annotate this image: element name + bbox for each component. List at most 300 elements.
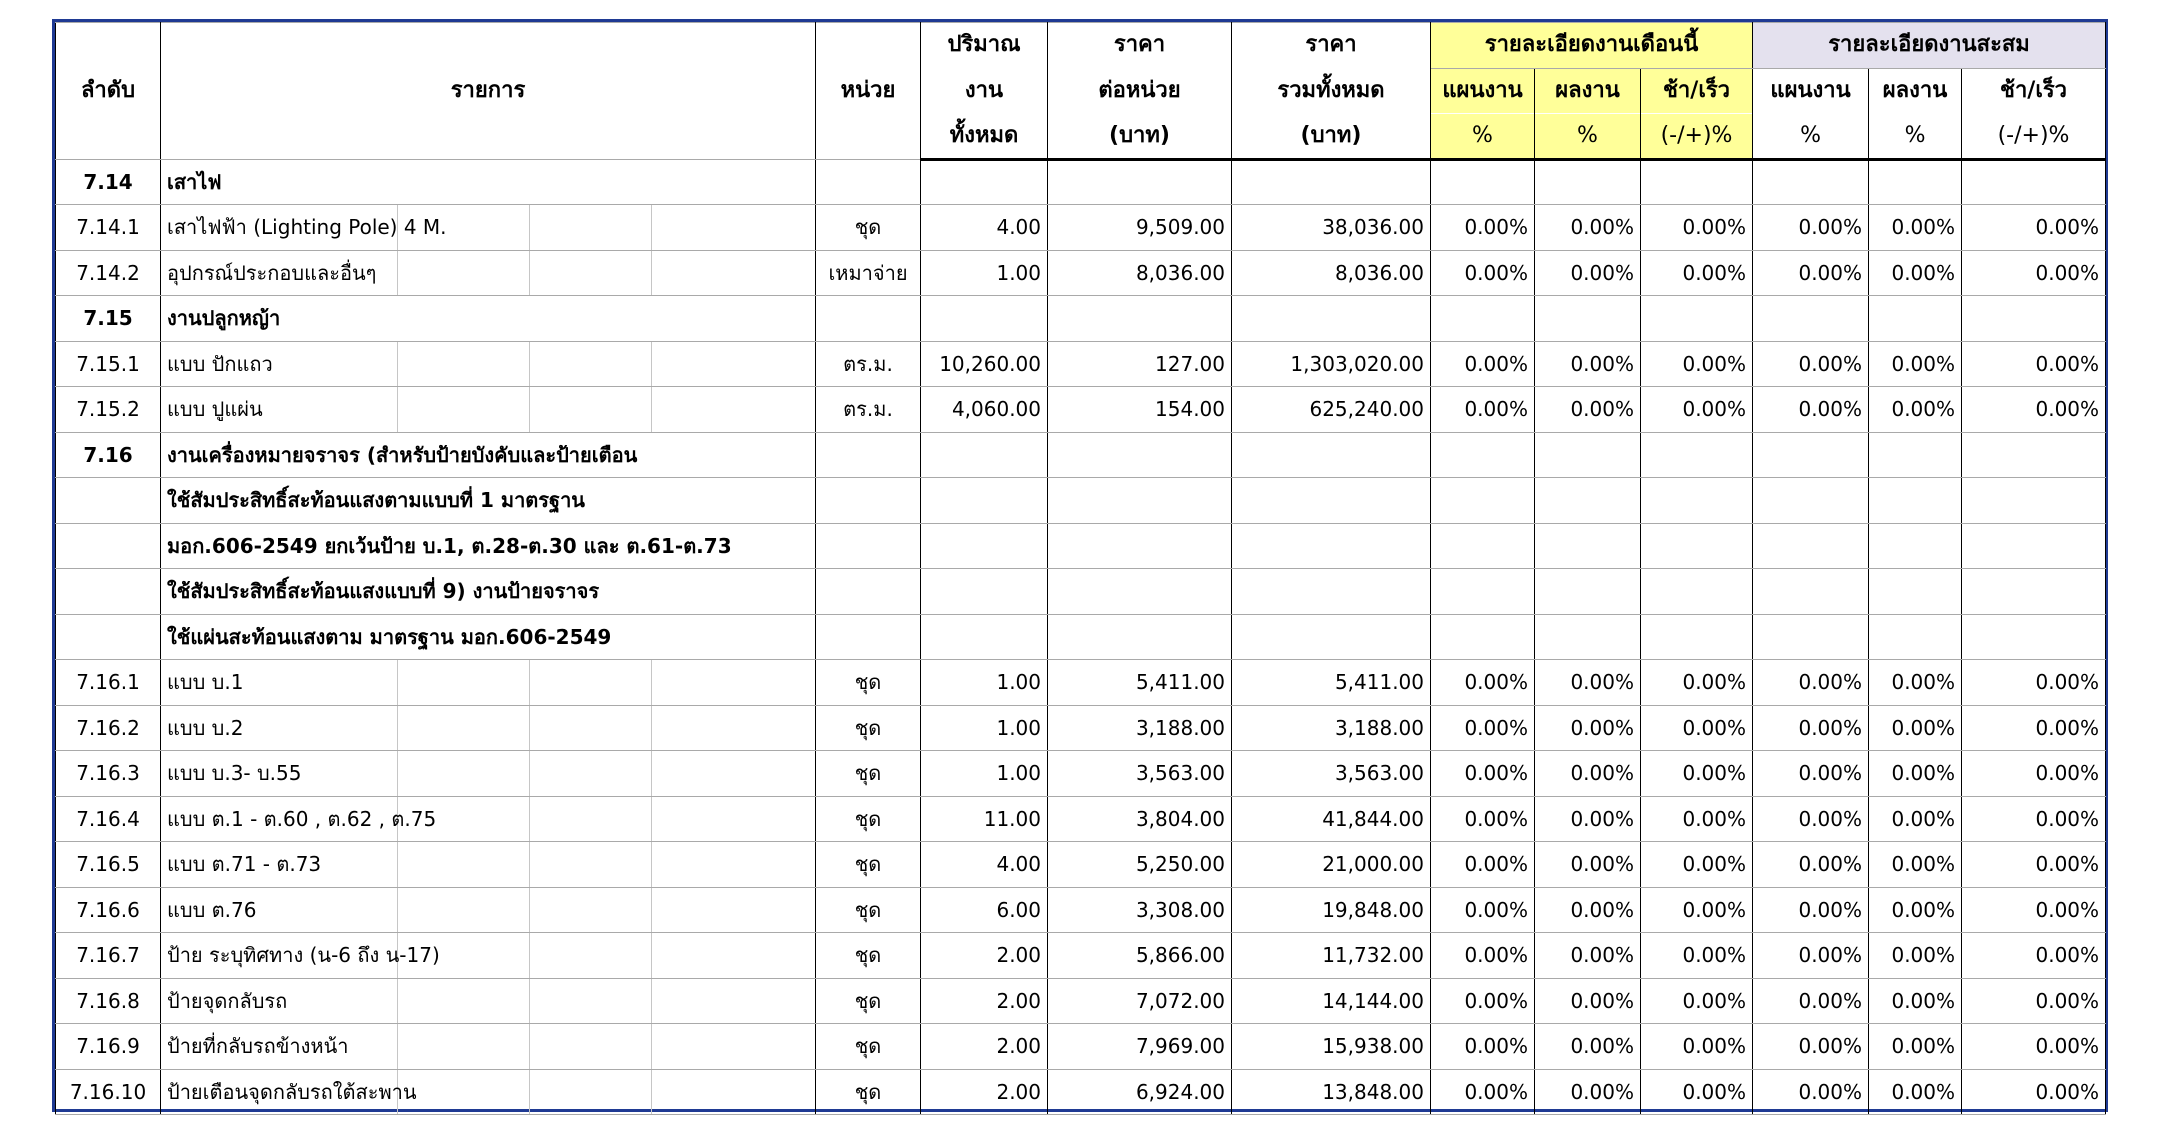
cell-quantity bbox=[921, 296, 1048, 342]
cell-quantity: 2.00 bbox=[921, 933, 1048, 979]
cell-cumulative-diff bbox=[1962, 432, 2106, 478]
item-description: แบบ ต.76 bbox=[167, 897, 257, 922]
cell-quantity bbox=[921, 569, 1048, 615]
header-month-plan-unit: % bbox=[1431, 114, 1535, 160]
header-month-diff-unit: (-/+)% bbox=[1641, 114, 1753, 160]
cell-month-diff: 0.00% bbox=[1641, 250, 1753, 296]
cell-item bbox=[161, 250, 816, 296]
cell-cumulative-diff: 0.00% bbox=[1962, 887, 2106, 933]
item-description: แบบ บ.2 bbox=[167, 715, 244, 740]
cell-unit-price: 5,866.00 bbox=[1048, 933, 1232, 979]
gridline bbox=[529, 842, 530, 887]
cell-cumulative-result: 0.00% bbox=[1869, 842, 1962, 888]
item-description: ใช้สัมประสิทธิ์สะท้อนแสงแบบที่ 9) งานป้ายจราจร bbox=[167, 579, 600, 604]
item-description: อุปกรณ์ประกอบและอื่นๆ bbox=[167, 260, 377, 285]
cell-cumulative-plan: 0.00% bbox=[1753, 842, 1869, 888]
cell-item bbox=[161, 432, 816, 478]
cell-cumulative-diff: 0.00% bbox=[1962, 842, 2106, 888]
table-row bbox=[56, 1024, 2106, 1070]
header-qty-line2: งาน bbox=[921, 68, 1048, 114]
section-row bbox=[56, 296, 2106, 342]
gridline bbox=[397, 888, 398, 933]
cell-month-result: 0.00% bbox=[1535, 387, 1641, 433]
cell-cumulative-plan: 0.00% bbox=[1753, 660, 1869, 706]
cell-month-plan bbox=[1431, 478, 1535, 524]
header-unit-price-line2: ต่อหน่วย bbox=[1048, 68, 1232, 114]
cell-quantity: 1.00 bbox=[921, 660, 1048, 706]
cell-month-diff bbox=[1641, 614, 1753, 660]
cell-month-diff bbox=[1641, 523, 1753, 569]
note-row bbox=[56, 614, 2106, 660]
cell-month-plan: 0.00% bbox=[1431, 1069, 1535, 1115]
cell-cumulative-diff: 0.00% bbox=[1962, 705, 2106, 751]
cell-cumulative-result: 0.00% bbox=[1869, 887, 1962, 933]
cell-cumulative-diff: 0.00% bbox=[1962, 205, 2106, 251]
item-description: แบบ บ.1 bbox=[167, 670, 244, 695]
cell-total-price: 13,848.00 bbox=[1232, 1069, 1431, 1115]
cell-cumulative-plan: 0.00% bbox=[1753, 751, 1869, 797]
gridline bbox=[651, 1024, 652, 1069]
cell-month-result: 0.00% bbox=[1535, 341, 1641, 387]
header-cum-plan-unit: % bbox=[1753, 114, 1869, 160]
gridline bbox=[651, 797, 652, 842]
gridline bbox=[397, 751, 398, 796]
cell-cumulative-result bbox=[1869, 296, 1962, 342]
section-row bbox=[56, 159, 2106, 205]
header-unit-price-line3: (บาท) bbox=[1048, 114, 1232, 160]
table-row bbox=[56, 796, 2106, 842]
cell-month-result bbox=[1535, 523, 1641, 569]
gridline bbox=[397, 342, 398, 387]
note-row bbox=[56, 478, 2106, 524]
item-description: แบบ ปูแผ่น bbox=[167, 397, 263, 422]
table-row bbox=[56, 842, 2106, 888]
cell-cumulative-plan: 0.00% bbox=[1753, 978, 1869, 1024]
cell-item bbox=[161, 751, 816, 797]
cell-quantity bbox=[921, 478, 1048, 524]
cell-unit: ชุด bbox=[816, 796, 921, 842]
item-description: ป้ายจุดกลับรถ bbox=[167, 988, 288, 1013]
cell-item bbox=[161, 978, 816, 1024]
cell-cumulative-result: 0.00% bbox=[1869, 978, 1962, 1024]
cell-total-price: 38,036.00 bbox=[1232, 205, 1431, 251]
cell-month-diff bbox=[1641, 296, 1753, 342]
cell-month-diff: 0.00% bbox=[1641, 978, 1753, 1024]
cell-quantity: 1.00 bbox=[921, 751, 1048, 797]
gridline bbox=[529, 205, 530, 250]
cell-month-plan: 0.00% bbox=[1431, 1024, 1535, 1070]
cell-month-plan: 0.00% bbox=[1431, 887, 1535, 933]
cell-no: 7.16.1 bbox=[56, 660, 161, 706]
table-row bbox=[56, 205, 2106, 251]
cell-unit-price: 3,188.00 bbox=[1048, 705, 1232, 751]
cell-no: 7.16.4 bbox=[56, 796, 161, 842]
header-qty-line1: ปริมาณ bbox=[921, 23, 1048, 69]
section-row bbox=[56, 432, 2106, 478]
cell-month-result: 0.00% bbox=[1535, 796, 1641, 842]
cell-month-result: 0.00% bbox=[1535, 205, 1641, 251]
item-description: แบบ บ.3- บ.55 bbox=[167, 761, 302, 786]
table-row bbox=[56, 751, 2106, 797]
cell-unit: ชุด bbox=[816, 978, 921, 1024]
cell-month-diff: 0.00% bbox=[1641, 387, 1753, 433]
cell-month-plan: 0.00% bbox=[1431, 933, 1535, 979]
item-description: แบบ ปักแถว bbox=[167, 351, 273, 376]
cell-month-result bbox=[1535, 569, 1641, 615]
cell-cumulative-result: 0.00% bbox=[1869, 250, 1962, 296]
cell-unit-price bbox=[1048, 296, 1232, 342]
cell-total-price: 3,188.00 bbox=[1232, 705, 1431, 751]
item-description: มอก.606-2549 ยกเว้นป้าย บ.1, ต.28-ต.30 และ ต.61-ต.73 bbox=[167, 533, 732, 558]
cell-month-plan: 0.00% bbox=[1431, 705, 1535, 751]
cell-unit: เหมาจ่าย bbox=[816, 250, 921, 296]
cell-quantity bbox=[921, 432, 1048, 478]
cell-month-result: 0.00% bbox=[1535, 1069, 1641, 1115]
cell-cumulative-diff: 0.00% bbox=[1962, 660, 2106, 706]
cell-cumulative-result: 0.00% bbox=[1869, 751, 1962, 797]
table-row bbox=[56, 1069, 2106, 1115]
cell-unit-price: 154.00 bbox=[1048, 387, 1232, 433]
item-description: แบบ ต.1 - ต.60 , ต.62 , ต.75 bbox=[167, 806, 437, 831]
cell-no: 7.16.8 bbox=[56, 978, 161, 1024]
gridline bbox=[651, 342, 652, 387]
cell-item bbox=[161, 478, 816, 524]
cell-no: 7.15 bbox=[56, 296, 161, 342]
gridline bbox=[397, 660, 398, 705]
cell-month-plan: 0.00% bbox=[1431, 978, 1535, 1024]
gridline bbox=[397, 251, 398, 296]
header-total-line1: ราคา bbox=[1232, 23, 1431, 69]
cell-no: 7.14 bbox=[56, 159, 161, 205]
cell-month-diff: 0.00% bbox=[1641, 205, 1753, 251]
cell-month-diff: 0.00% bbox=[1641, 842, 1753, 888]
cell-item bbox=[161, 205, 816, 251]
cell-cumulative-diff bbox=[1962, 478, 2106, 524]
cell-cumulative-plan: 0.00% bbox=[1753, 250, 1869, 296]
header-total-line3: (บาท) bbox=[1232, 114, 1431, 160]
boq-progress-table-frame bbox=[52, 19, 2108, 1112]
cell-unit: ชุด bbox=[816, 1069, 921, 1115]
cell-cumulative-diff: 0.00% bbox=[1962, 341, 2106, 387]
cell-cumulative-result: 0.00% bbox=[1869, 387, 1962, 433]
cell-unit-price: 3,563.00 bbox=[1048, 751, 1232, 797]
cell-total-price bbox=[1232, 614, 1431, 660]
cell-unit: ชุด bbox=[816, 751, 921, 797]
cell-month-result: 0.00% bbox=[1535, 705, 1641, 751]
cell-cumulative-plan: 0.00% bbox=[1753, 387, 1869, 433]
cell-no: 7.16.2 bbox=[56, 705, 161, 751]
cell-month-plan: 0.00% bbox=[1431, 205, 1535, 251]
cell-month-diff: 0.00% bbox=[1641, 796, 1753, 842]
gridline bbox=[529, 342, 530, 387]
cell-no: 7.16.3 bbox=[56, 751, 161, 797]
gridline bbox=[529, 933, 530, 978]
cell-unit: ตร.ม. bbox=[816, 341, 921, 387]
cell-no: 7.16.9 bbox=[56, 1024, 161, 1070]
cell-unit: ชุด bbox=[816, 705, 921, 751]
cell-month-diff bbox=[1641, 569, 1753, 615]
cell-quantity: 4.00 bbox=[921, 842, 1048, 888]
cell-month-result: 0.00% bbox=[1535, 751, 1641, 797]
gridline bbox=[397, 387, 398, 432]
gridline bbox=[397, 842, 398, 887]
cell-no bbox=[56, 614, 161, 660]
table-row bbox=[56, 933, 2106, 979]
gridline bbox=[651, 387, 652, 432]
cell-item bbox=[161, 796, 816, 842]
cell-unit: ชุด bbox=[816, 1024, 921, 1070]
cell-item bbox=[161, 159, 816, 205]
cell-item bbox=[161, 887, 816, 933]
cell-unit-price: 5,250.00 bbox=[1048, 842, 1232, 888]
cell-no: 7.16 bbox=[56, 432, 161, 478]
gridline bbox=[529, 1024, 530, 1069]
cell-no: 7.14.2 bbox=[56, 250, 161, 296]
item-description: ป้ายที่กลับรถข้างหน้า bbox=[167, 1034, 349, 1059]
gridline bbox=[529, 751, 530, 796]
cell-quantity bbox=[921, 159, 1048, 205]
cell-total-price bbox=[1232, 296, 1431, 342]
item-description: งานเครื่องหมายจราจร (สำหรับป้ายบังคับและป้ายเตือน bbox=[167, 442, 638, 467]
cell-unit bbox=[816, 432, 921, 478]
gridline bbox=[529, 1070, 530, 1115]
cell-cumulative-result: 0.00% bbox=[1869, 933, 1962, 979]
header-no: ลำดับ bbox=[56, 23, 161, 160]
header-cum-result: ผลงาน bbox=[1869, 68, 1962, 114]
cell-total-price: 1,303,020.00 bbox=[1232, 341, 1431, 387]
cell-month-diff bbox=[1641, 478, 1753, 524]
cell-cumulative-result: 0.00% bbox=[1869, 796, 1962, 842]
cell-month-result bbox=[1535, 478, 1641, 524]
cell-no: 7.16.7 bbox=[56, 933, 161, 979]
gridline bbox=[397, 1024, 398, 1069]
cell-month-result bbox=[1535, 159, 1641, 205]
cell-item bbox=[161, 1024, 816, 1070]
cell-total-price bbox=[1232, 478, 1431, 524]
cell-cumulative-diff: 0.00% bbox=[1962, 1024, 2106, 1070]
cell-unit bbox=[816, 478, 921, 524]
cell-cumulative-diff: 0.00% bbox=[1962, 1069, 2106, 1115]
header-unit-price-line1: ราคา bbox=[1048, 23, 1232, 69]
table-row bbox=[56, 887, 2106, 933]
cell-month-plan bbox=[1431, 569, 1535, 615]
gridline bbox=[651, 706, 652, 751]
gridline bbox=[397, 706, 398, 751]
cell-cumulative-plan bbox=[1753, 296, 1869, 342]
cell-total-price bbox=[1232, 432, 1431, 478]
cell-cumulative-result: 0.00% bbox=[1869, 705, 1962, 751]
cell-unit: ชุด bbox=[816, 933, 921, 979]
cell-unit-price: 3,308.00 bbox=[1048, 887, 1232, 933]
cell-month-plan: 0.00% bbox=[1431, 796, 1535, 842]
cell-month-result: 0.00% bbox=[1535, 660, 1641, 706]
note-row bbox=[56, 523, 2106, 569]
cell-unit-price: 127.00 bbox=[1048, 341, 1232, 387]
header-month-group: รายละเอียดงานเดือนนี้ bbox=[1431, 23, 1753, 69]
cell-month-result: 0.00% bbox=[1535, 978, 1641, 1024]
table-header bbox=[56, 23, 2106, 160]
cell-month-plan: 0.00% bbox=[1431, 250, 1535, 296]
table-row bbox=[56, 250, 2106, 296]
cell-total-price: 3,563.00 bbox=[1232, 751, 1431, 797]
cell-month-plan: 0.00% bbox=[1431, 751, 1535, 797]
cell-cumulative-plan: 0.00% bbox=[1753, 341, 1869, 387]
cell-total-price: 625,240.00 bbox=[1232, 387, 1431, 433]
table-body bbox=[56, 159, 2106, 1115]
item-description: เสาไฟฟ้า (Lighting Pole) 4 M. bbox=[167, 215, 447, 240]
cell-cumulative-diff: 0.00% bbox=[1962, 933, 2106, 979]
cell-quantity: 6.00 bbox=[921, 887, 1048, 933]
table-row bbox=[56, 705, 2106, 751]
cell-unit-price: 9,509.00 bbox=[1048, 205, 1232, 251]
cell-cumulative-diff bbox=[1962, 614, 2106, 660]
gridline bbox=[651, 251, 652, 296]
cell-month-result: 0.00% bbox=[1535, 842, 1641, 888]
cell-total-price: 21,000.00 bbox=[1232, 842, 1431, 888]
header-item: รายการ bbox=[161, 23, 816, 160]
boq-progress-table bbox=[55, 22, 2106, 1115]
cell-no: 7.14.1 bbox=[56, 205, 161, 251]
item-description: ป้าย ระบุทิศทาง (น-6 ถึง น-17) bbox=[167, 943, 440, 968]
cell-month-result: 0.00% bbox=[1535, 250, 1641, 296]
cell-total-price: 8,036.00 bbox=[1232, 250, 1431, 296]
cell-total-price: 11,732.00 bbox=[1232, 933, 1431, 979]
table-row bbox=[56, 978, 2106, 1024]
gridline bbox=[651, 205, 652, 250]
cell-month-result bbox=[1535, 296, 1641, 342]
cell-cumulative-result: 0.00% bbox=[1869, 341, 1962, 387]
cell-unit: ชุด bbox=[816, 205, 921, 251]
cell-month-plan: 0.00% bbox=[1431, 842, 1535, 888]
cell-cumulative-result bbox=[1869, 478, 1962, 524]
cell-quantity: 2.00 bbox=[921, 1069, 1048, 1115]
cell-total-price: 19,848.00 bbox=[1232, 887, 1431, 933]
cell-unit-price bbox=[1048, 523, 1232, 569]
cell-month-result: 0.00% bbox=[1535, 887, 1641, 933]
cell-cumulative-plan bbox=[1753, 523, 1869, 569]
cell-total-price: 14,144.00 bbox=[1232, 978, 1431, 1024]
cell-quantity: 4.00 bbox=[921, 205, 1048, 251]
gridline bbox=[529, 979, 530, 1024]
cell-unit-price: 3,804.00 bbox=[1048, 796, 1232, 842]
cell-cumulative-plan: 0.00% bbox=[1753, 796, 1869, 842]
cell-item bbox=[161, 933, 816, 979]
cell-quantity: 4,060.00 bbox=[921, 387, 1048, 433]
gridline bbox=[397, 979, 398, 1024]
cell-quantity: 1.00 bbox=[921, 705, 1048, 751]
cell-quantity bbox=[921, 523, 1048, 569]
cell-cumulative-result: 0.00% bbox=[1869, 660, 1962, 706]
cell-cumulative-plan bbox=[1753, 614, 1869, 660]
cell-cumulative-diff bbox=[1962, 159, 2106, 205]
cell-quantity: 2.00 bbox=[921, 1024, 1048, 1070]
table-row bbox=[56, 341, 2106, 387]
item-description: แบบ ต.71 - ต.73 bbox=[167, 852, 322, 877]
cell-cumulative-diff: 0.00% bbox=[1962, 751, 2106, 797]
header-cum-diff: ช้า/เร็ว bbox=[1962, 68, 2106, 114]
cell-cumulative-diff bbox=[1962, 569, 2106, 615]
gridline bbox=[651, 1070, 652, 1115]
cell-no: 7.16.5 bbox=[56, 842, 161, 888]
cell-month-result bbox=[1535, 432, 1641, 478]
cell-item bbox=[161, 1069, 816, 1115]
cell-unit-price: 6,924.00 bbox=[1048, 1069, 1232, 1115]
gridline bbox=[529, 706, 530, 751]
cell-month-result: 0.00% bbox=[1535, 1024, 1641, 1070]
cell-total-price: 41,844.00 bbox=[1232, 796, 1431, 842]
cell-cumulative-plan: 0.00% bbox=[1753, 933, 1869, 979]
cell-cumulative-result bbox=[1869, 432, 1962, 478]
cell-unit-price bbox=[1048, 614, 1232, 660]
cell-month-plan bbox=[1431, 523, 1535, 569]
cell-cumulative-diff bbox=[1962, 296, 2106, 342]
cell-month-diff bbox=[1641, 432, 1753, 478]
cell-item bbox=[161, 341, 816, 387]
cell-cumulative-plan bbox=[1753, 432, 1869, 478]
cell-month-diff: 0.00% bbox=[1641, 705, 1753, 751]
cell-quantity: 1.00 bbox=[921, 250, 1048, 296]
cell-month-plan bbox=[1431, 614, 1535, 660]
cell-cumulative-result bbox=[1869, 159, 1962, 205]
cell-unit-price bbox=[1048, 478, 1232, 524]
table-row bbox=[56, 660, 2106, 706]
cell-month-diff: 0.00% bbox=[1641, 341, 1753, 387]
cell-month-diff bbox=[1641, 159, 1753, 205]
cell-month-result: 0.00% bbox=[1535, 933, 1641, 979]
cell-item bbox=[161, 523, 816, 569]
cell-month-plan: 0.00% bbox=[1431, 341, 1535, 387]
header-cumulative-group: รายละเอียดงานสะสม bbox=[1753, 23, 2106, 69]
cell-unit bbox=[816, 569, 921, 615]
item-description: เสาไฟ bbox=[167, 169, 222, 194]
cell-item bbox=[161, 842, 816, 888]
cell-total-price bbox=[1232, 159, 1431, 205]
cell-unit-price bbox=[1048, 569, 1232, 615]
item-description: ใช้สัมประสิทธิ์สะท้อนแสงตามแบบที่ 1 มาตรฐาน bbox=[167, 488, 585, 513]
header-cum-plan: แผนงาน bbox=[1753, 68, 1869, 114]
cell-cumulative-diff bbox=[1962, 523, 2106, 569]
header-cum-result-unit: % bbox=[1869, 114, 1962, 160]
cell-unit-price: 7,072.00 bbox=[1048, 978, 1232, 1024]
cell-total-price bbox=[1232, 569, 1431, 615]
cell-cumulative-result: 0.00% bbox=[1869, 1024, 1962, 1070]
item-description: ป้ายเตือนจุดกลับรถใต้สะพาน bbox=[167, 1079, 417, 1104]
header-month-plan: แผนงาน bbox=[1431, 68, 1535, 114]
header-month-result-unit: % bbox=[1535, 114, 1641, 160]
cell-cumulative-result: 0.00% bbox=[1869, 205, 1962, 251]
cell-unit-price: 7,969.00 bbox=[1048, 1024, 1232, 1070]
cell-unit-price: 8,036.00 bbox=[1048, 250, 1232, 296]
note-row bbox=[56, 569, 2106, 615]
cell-item bbox=[161, 296, 816, 342]
cell-item bbox=[161, 660, 816, 706]
gridline bbox=[651, 751, 652, 796]
cell-unit: ชุด bbox=[816, 887, 921, 933]
gridline bbox=[651, 888, 652, 933]
cell-item bbox=[161, 614, 816, 660]
cell-total-price: 15,938.00 bbox=[1232, 1024, 1431, 1070]
cell-month-plan: 0.00% bbox=[1431, 387, 1535, 433]
cell-month-plan: 0.00% bbox=[1431, 660, 1535, 706]
cell-quantity: 2.00 bbox=[921, 978, 1048, 1024]
cell-cumulative-diff: 0.00% bbox=[1962, 978, 2106, 1024]
cell-cumulative-plan: 0.00% bbox=[1753, 205, 1869, 251]
header-month-result: ผลงาน bbox=[1535, 68, 1641, 114]
cell-cumulative-result bbox=[1869, 569, 1962, 615]
gridline bbox=[529, 888, 530, 933]
cell-unit-price: 5,411.00 bbox=[1048, 660, 1232, 706]
cell-cumulative-plan: 0.00% bbox=[1753, 705, 1869, 751]
